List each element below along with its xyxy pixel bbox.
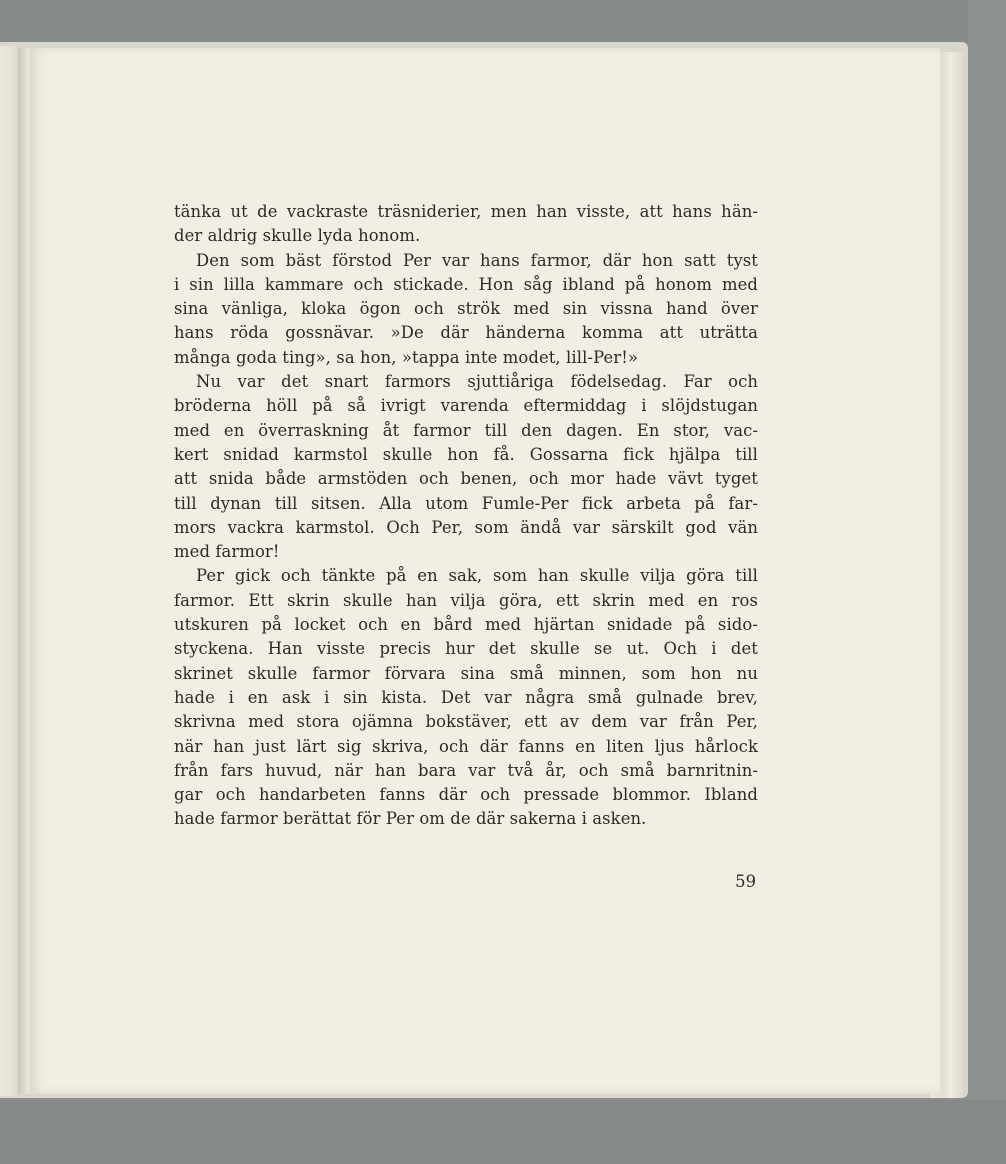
- text-line: Den som bäst förstod Per var hans farmor, där hon satt tyst: [196, 250, 758, 270]
- text-line: Nu var det snart farmors sjuttiåriga födelsedag. Far och: [196, 372, 758, 392]
- page-number: 59: [735, 872, 756, 891]
- scan-background-bottom: [0, 1100, 1006, 1164]
- text-line: Per gick och tänkte på en sak, som han skulle vilja göra till: [196, 566, 758, 586]
- text-line: med en överraskning åt farmor till den dagen. En stor, vac-: [174, 420, 758, 440]
- text-line: utskuren på locket och en bård med hjärtan snidade på sido-: [174, 615, 758, 635]
- text-line: tänka ut de vackraste träsniderier, men han visste, att hans hän-: [174, 202, 758, 221]
- text-line: när han just lärt sig skriva, och där fanns en liten ljus hårlock: [174, 736, 758, 756]
- text-line: farmor. Ett skrin skulle han vilja göra, ett skrin med en ros: [174, 590, 758, 610]
- text-line: många goda ting», sa hon, »tappa inte modet, lill-Per!»: [174, 347, 639, 367]
- text-line: der aldrig skulle lyda honom.: [174, 226, 421, 246]
- text-line: mors vackra karmstol. Och Per, som ändå var särskilt god vän: [174, 517, 758, 537]
- scan-background-top: [0, 0, 1006, 42]
- text-line: skrivna med stora ojämna bokstäver, ett av dem var från Per,: [174, 712, 758, 732]
- text-line: från fars huvud, när han bara var två år, och små barnritnin-: [174, 760, 758, 780]
- scan-background-right: [968, 0, 1006, 1164]
- body-text: [174, 200, 758, 832]
- text-line: hade i en ask i sin kista. Det var några små gulnade brev,: [174, 687, 758, 707]
- text-line: styckena. Han visste precis hur det skulle se ut. Och i det: [174, 639, 758, 659]
- text-line: hans röda gossnävar. »De där händerna komma att uträtta: [174, 323, 758, 343]
- text-line: bröderna höll på så ivrigt varenda eftermiddag i slöjdstugan: [174, 396, 758, 416]
- text-line: till dynan till sitsen. Alla utom Fumle-Per fick arbeta på far-: [174, 493, 758, 513]
- text-line: att snida både armstöden och benen, och mor hade vävt tyget: [174, 469, 758, 489]
- text-line: gar och handarbeten fanns där och pressade blommor. Ibland: [174, 785, 758, 805]
- text-line: sina vänliga, kloka ögon och strök med sin vissna hand över: [174, 299, 758, 319]
- text-line: med farmor!: [174, 542, 280, 562]
- text-line: hade farmor berättat för Per om de där sakerna i asken.: [174, 809, 647, 829]
- text-line: i sin lilla kammare och stickade. Hon såg ibland på honom med: [174, 274, 758, 294]
- text-line: kert snidad karmstol skulle hon få. Gossarna fick hjälpa till: [174, 444, 758, 464]
- left-page: [0, 46, 20, 1096]
- text-line: skrinet skulle farmor förvara sina små minnen, som hon nu: [174, 663, 758, 683]
